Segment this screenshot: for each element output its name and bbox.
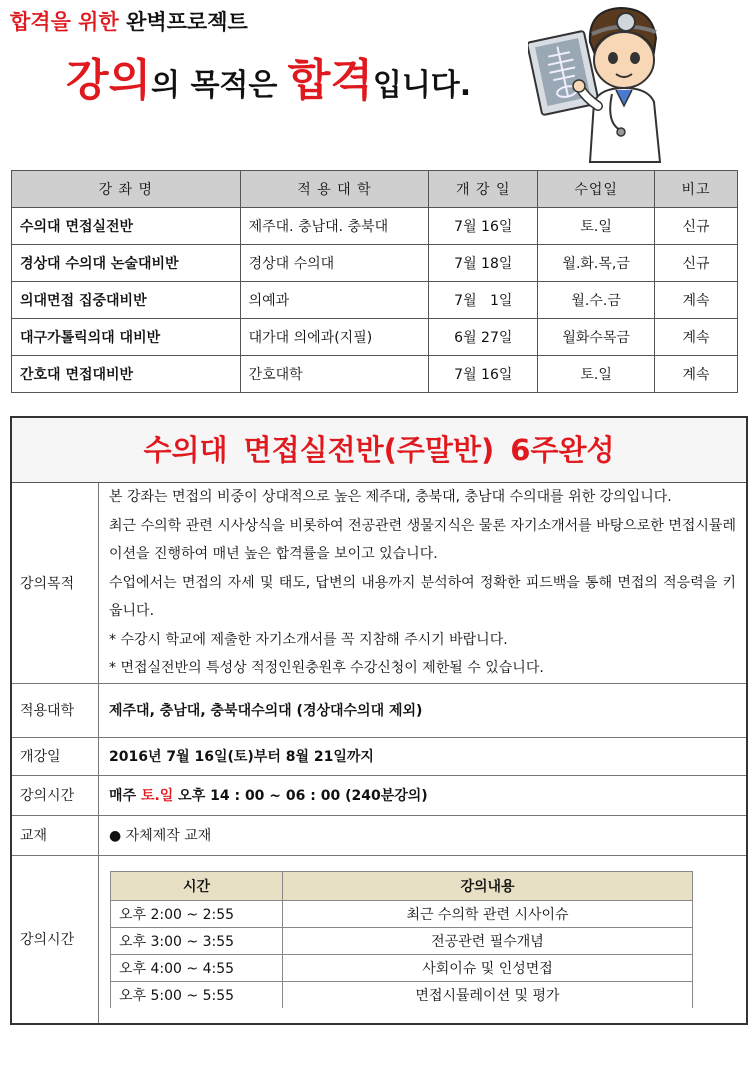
schedule-row-item [111,900,693,927]
detail-title: 수의대 면접실전반(주말반) 6주완성 [12,418,746,483]
schedule-label: 강의시간 [12,855,99,1023]
cell-university: 경상대 수의대 [240,245,429,282]
title-part-4: 입니다. [372,68,472,103]
start-label: 개강일 [12,737,99,775]
cell-start: 7월 16일 [429,208,538,245]
schedule-time: 오후 4:00 ~ 4:55 [111,954,283,981]
table-row [12,282,738,319]
purpose-line: 수업에서는 면접의 자세 및 태도, 답변의 내용까지 분석하여 정확한 피드백을 통해 면접의 적응력을 키웁니다. [109,574,736,619]
course-table-header [12,171,738,208]
schedule-col-content: 강의내용 [283,871,693,900]
time-suffix: 오후 14 : 00 ~ 06 : 00 (240분강의) [173,788,428,804]
detail-table [12,483,746,1023]
slogan [10,6,248,36]
purpose-line: 본 강좌는 면접의 비중이 상대적으로 높은 제주대, 충북대, 충남대 수의대를 위한 강의입니다. [109,489,672,505]
cell-course: 경상대 수의대 논술대비반 [12,245,241,282]
cell-course: 간호대 면접대비반 [12,356,241,393]
purpose-line: * 면접실전반의 특성상 적정인원충원후 수강신청이 제한될 수 있습니다. [109,660,544,676]
time-row [12,775,746,815]
cell-university: 대가대 의에과(지필) [240,319,429,356]
cell-start: 7월 18일 [429,245,538,282]
cell-days: 월.수.금 [538,282,655,319]
schedule-table [110,871,693,1008]
slogan-red: 합격을 위한 [10,10,119,34]
slogan-black: 완벽프로젝트 [126,10,248,34]
schedule-row [12,855,746,1023]
time-days: 토.일 [140,788,174,804]
purpose-line: * 수강시 학교에 제출한 자기소개서를 꼭 지참해 주시기 바랍니다. [109,631,508,648]
schedule-content: 사회이슈 및 인성면접 [283,954,693,981]
cell-course: 수의대 면접실전반 [12,208,241,245]
cell-note: 계속 [655,282,738,319]
cell-university: 제주대. 충남대. 충북대 [240,208,429,245]
schedule-row-item [111,981,693,1008]
cell-course: 의대면접 집중대비반 [12,282,241,319]
cell-course: 대구가톨릭의대 대비반 [12,319,241,356]
time-value [99,775,747,815]
schedule-cell [99,855,747,1023]
schedule-col-time: 시간 [111,871,283,900]
time-label: 강의시간 [12,775,99,815]
purpose-line: 최근 수의학 관련 시사상식을 비롯하여 전공관련 생물지식은 물론 자기소개서를 바탕으로한 면접시뮬레이션을 진행하여 매년 높은 합격률을 보이고 있습니다. [109,517,736,562]
cell-start: 7월 1일 [429,282,538,319]
schedule-row-item [111,954,693,981]
col-header-start: 개 강 일 [429,171,538,208]
schedule-content: 면접시뮬레이션 및 평가 [283,981,693,1008]
start-value: 2016년 7월 16일(토)부터 8월 21일까지 [99,737,747,775]
col-header-days: 수업일 [538,171,655,208]
purpose-label: 강의목적 [12,483,99,683]
university-label: 적용대학 [12,683,99,737]
cell-start: 6월 27일 [429,319,538,356]
cell-days: 토.일 [538,208,655,245]
header [0,0,754,165]
university-value: 제주대, 충남대, 충북대수의대 (경상대수의대 제외) [99,683,747,737]
schedule-content: 최근 수의학 관련 시사이슈 [283,900,693,927]
table-row [12,208,738,245]
schedule-time: 오후 5:00 ~ 5:55 [111,981,283,1008]
cell-note: 신규 [655,208,738,245]
title-part-3: 합격 [287,55,373,106]
schedule-time: 오후 2:00 ~ 2:55 [111,900,283,927]
page-title [66,44,471,108]
book-value: ● 자체제작 교재 [99,815,747,855]
cell-days: 월.화.목,금 [538,245,655,282]
table-row [12,356,738,393]
col-header-course: 강 좌 명 [12,171,241,208]
col-header-note: 비고 [655,171,738,208]
purpose-text [99,483,747,683]
cell-days: 토.일 [538,356,655,393]
cell-start: 7월 16일 [429,356,538,393]
course-table [11,170,738,393]
cell-note: 신규 [655,245,738,282]
cell-university: 간호대학 [240,356,429,393]
table-row [12,245,738,282]
time-prefix: 매주 [109,788,141,804]
book-label: 교재 [12,815,99,855]
schedule-time: 오후 3:00 ~ 3:55 [111,927,283,954]
table-row [12,319,738,356]
schedule-header [111,871,693,900]
course-detail-box [10,416,748,1025]
book-row [12,815,746,855]
start-row [12,737,746,775]
title-part-2: 의 목적은 [151,68,288,103]
schedule-row-item [111,927,693,954]
university-row [12,683,746,737]
cell-note: 계속 [655,356,738,393]
purpose-row [12,483,746,683]
schedule-content: 전공관련 필수개념 [283,927,693,954]
cell-university: 의예과 [240,282,429,319]
title-part-1: 강의 [66,55,152,106]
cell-days: 월화수목금 [538,319,655,356]
doctor-xray-icon [528,2,676,164]
cell-note: 계속 [655,319,738,356]
col-header-university: 적 용 대 학 [240,171,429,208]
